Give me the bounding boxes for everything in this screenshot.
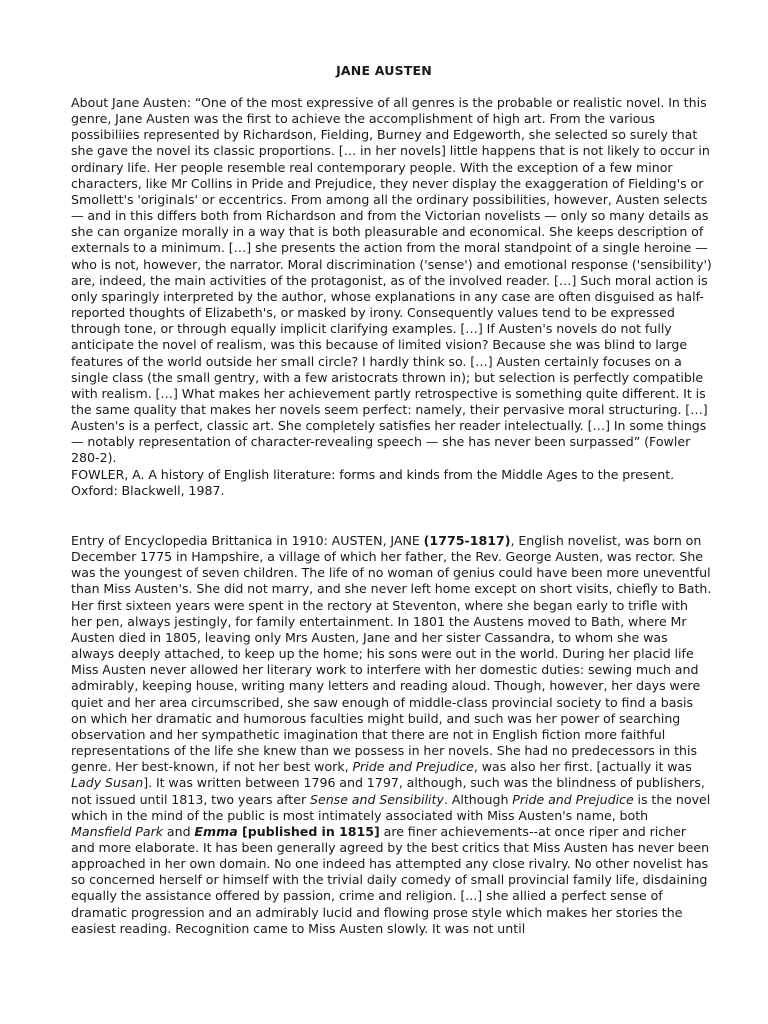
entry-published-note: [published in 1815]: [237, 823, 380, 839]
entry-text-3: , was also her first. [actually it was: [473, 759, 692, 775]
citation-text: FOWLER, A. A history of English literature: forms and kinds from the Middle Ages to the present. Oxford: Blackwell, 1987.: [71, 466, 675, 498]
entry-title-sense: Sense and Sensibility: [309, 791, 444, 807]
entry-text-8: are finer achievements--at once riper and richer and more elaborate. It has been generally agreed by the best critics that Miss Austen has never been approached in her own domain. No one indeed has attempted any close rivalry. No other novelist has so concerned herself or himself with the trivial daily comedy of small provincial family life, disdaining equally the assistance offered by passion, crime and religion. [...] she allied a perfect sense of dramatic progression and an admirably lucid and flowing prose style which makes her stories the easiest reading. Recognition came to Miss Austen slowly. It was not until: [71, 823, 710, 936]
entry-text-5: . Although: [443, 791, 513, 807]
encyclopedia-entry-paragraph: [71, 533, 712, 937]
entry-title-lady-susan: Lady Susan: [71, 775, 144, 791]
entry-title-mansfield: Mansfield Park: [71, 823, 164, 839]
about-paragraph: [71, 95, 712, 499]
entry-text-4: ]. It was written between 1796 and 1797, although, such was the blindness of publishers, not issued until 1813, two years after: [71, 775, 705, 807]
about-text: About Jane Austen: “One of the most expressive of all genres is the probable or realistic novel. In this genre, Jane Austen was the first to achieve the accomplishment of high art. From the various possibiliies represented by Richardson, Fielding, Burney and Edgeworth, she selected so surely that she gave the novel its classic proportions. [… in her novels] little happens that is not likely to occur in ordinary life. Her people resemble real contemporary people. With the exception of a few minor characters, like Mr Collins in Pride and Prejudice, they never display the exaggeration of Fielding's or Smollett's 'originals' or eccentrics. From among all the ordinary possibilities, however, Austen selects — and in this differs both from Richardson and from the Victorian novelists — only so many details as she can organize morally in a way that is both pleasurable and economical. She keeps description of externals to a minimum. […] she presents the action from the moral standpoint of a single heroine — who is not, however, the narrator. Moral discrimination ('sense') and emotional response ('sensibility') are, indeed, the main activities of the protagonist, as of the involved reader. […] Such moral action is only sparingly interpreted by the author, whose explanations in any case are often disguised as half-reported thoughts of Elizabeth's, or masked by irony. Consequently values tend to be expressed through tone, or through equally implicit clarifying examples. […] If Austen's novels do not fully anticipate the novel of realism, was this because of limited vision? Because she was blind to large features of the world outside her small circle? I hardly think so. […] Austen certainly focuses on a single class (the small gentry, with a few aristocrats thrown in); but selection is perfectly compatible with realism. […] What makes her achievement partly retrospective is something quite different. It is the same quality that makes her novels seem perfect: namely, their pervasive moral structuring. […] Austen's is a perfect, classic art. She completely satisfies her reader intelectually. […] In some things — notably representation of character-revealing speech — she has never been surpassed” (Fowler 280-2).: [71, 95, 712, 466]
entry-title-pride-2: Pride and Prejudice: [512, 791, 634, 807]
entry-title-pride-1: Pride and Prejudice: [352, 759, 474, 775]
entry-text-6: is the novel which in the mind of the public is most intimately associated with Miss Austen's name, both: [71, 791, 711, 823]
entry-title-emma: Emma: [194, 823, 238, 839]
entry-text-7: and: [163, 823, 195, 839]
entry-text-1: Entry of Encyclopedia Brittanica in 1910: AUSTEN, JANE: [71, 533, 424, 548]
entry-text-2: , English novelist, was born on December 1775 in Hampshire, a village of which her father, the Rev. George Austen, was rector. She was the youngest of seven children. The life of no woman of genius could have been more uneventful than Miss Austen's. She did not marry, and she never left home except on short visits, chiefly to Bath. Her first sixteen years were spent in the rectory at Steventon, where she began early to trifle with her pen, always jestingly, for family entertainment. In 1801 the Austens moved to Bath, where Mr Austen died in 1805, leaving only Mrs Austen, Jane and her sister Cassandra, to whom she was always deeply attached, to keep up the home; his sons were out in the world. During her placid life Miss Austen never allowed her literary work to interfere with her domestic duties: sewing much and admirably, keeping house, writing many letters and reading aloud. Though, however, her days were quiet and her area circumscribed, she saw enough of middle-class provincial society to find a basis on which her dramatic and humorous faculties might build, and such was her power of searching observation and her sympathetic imagination that there are not in English fiction more faithful representations of the life she knew than we possess in her novels. She had no predecessors in this genre. Her best-known, if not her best work,: [71, 533, 712, 775]
page-title: JANE AUSTEN: [336, 63, 432, 78]
entry-dates: (1775-1817): [423, 533, 511, 548]
